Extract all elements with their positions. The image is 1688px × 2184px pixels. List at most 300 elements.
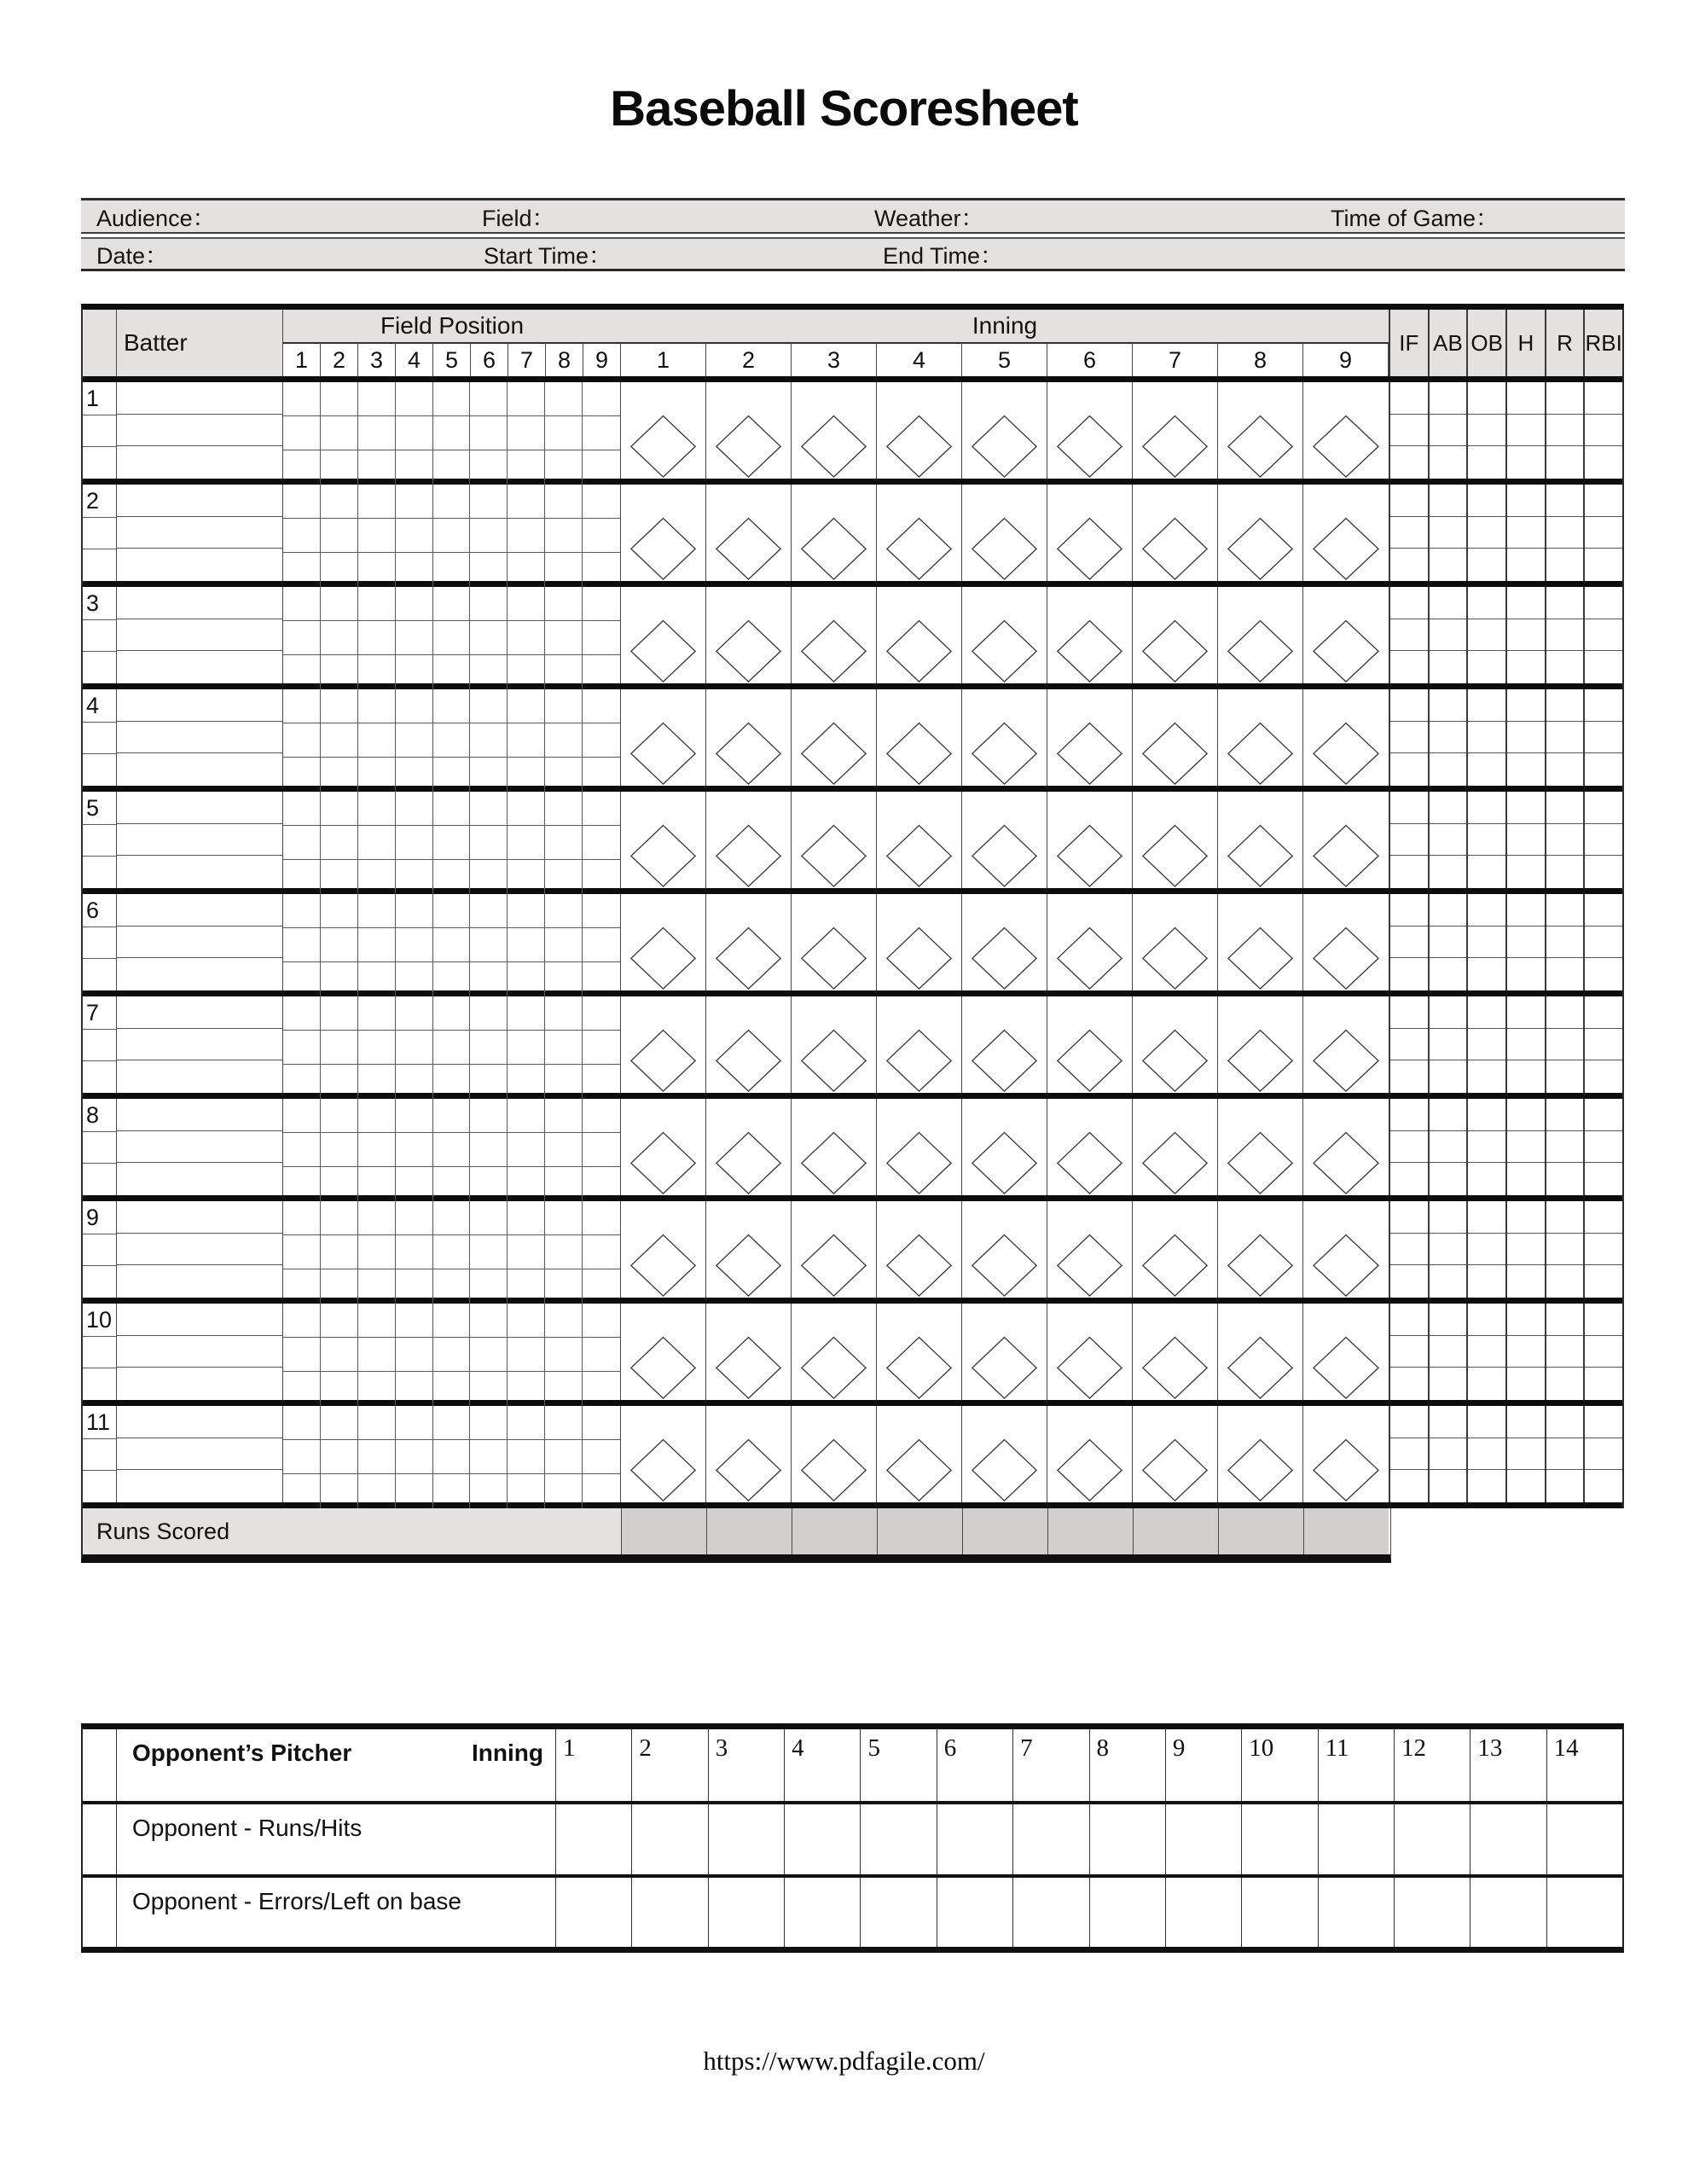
stat-cell[interactable] [1585,996,1622,1029]
stat-cell[interactable] [1585,926,1622,959]
opponent-data-cell[interactable] [555,1804,631,1874]
field-position-cell[interactable] [583,1167,620,1201]
stat-cell[interactable] [1507,1201,1545,1234]
stat-cell[interactable] [1430,689,1467,722]
field-position-cell[interactable] [470,860,508,894]
stat-cell[interactable] [1546,926,1584,959]
stat-cell[interactable] [1430,1234,1467,1266]
field-position-cell[interactable] [583,1406,620,1440]
field-position-cell[interactable] [358,655,396,689]
inning-scoring-cell[interactable] [1047,485,1133,581]
batter-name-cell[interactable] [117,517,282,549]
stat-cell[interactable] [1507,792,1545,824]
batter-name-cell[interactable] [117,1201,282,1234]
stat-cell[interactable] [1468,722,1505,754]
field-position-cell[interactable] [433,1031,471,1065]
field-position-cell[interactable] [396,382,433,416]
opponent-data-cell[interactable] [555,1878,631,1947]
stat-cell[interactable] [1546,1163,1584,1195]
inning-scoring-cell[interactable] [1218,1099,1303,1195]
stat-cell[interactable] [1468,1368,1505,1400]
field-position-cell[interactable] [358,587,396,621]
field-position-cell[interactable] [470,1167,508,1201]
field-position-cell[interactable] [545,1167,583,1201]
field-position-cell[interactable] [508,655,545,689]
field-position-cell[interactable] [583,1133,620,1167]
inning-scoring-cell[interactable] [877,894,962,990]
stat-cell[interactable] [1468,1201,1505,1234]
field-position-cell[interactable] [358,928,396,962]
stat-cell[interactable] [1430,1368,1467,1400]
field-position-cell[interactable] [433,587,471,621]
field-position-cell[interactable] [545,1065,583,1099]
field-position-cell[interactable] [283,382,321,416]
field-position-cell[interactable] [508,792,545,826]
field-position-cell[interactable] [283,792,321,826]
stat-cell[interactable] [1430,651,1467,683]
field-position-cell[interactable] [433,655,471,689]
stat-cell[interactable] [1546,415,1584,447]
stat-cell[interactable] [1546,382,1584,415]
field-position-cell[interactable] [321,1372,358,1406]
stat-cell[interactable] [1468,958,1505,990]
stat-cell[interactable] [1546,1336,1584,1368]
inning-scoring-cell[interactable] [706,587,792,683]
stat-cell[interactable] [1468,689,1505,722]
stat-cell[interactable] [1585,1265,1622,1298]
field-position-cell[interactable] [545,792,583,826]
inning-scoring-cell[interactable] [1047,1201,1133,1298]
inning-scoring-cell[interactable] [1218,1201,1303,1298]
field-position-cell[interactable] [321,723,358,758]
field-position-cell[interactable] [358,1338,396,1372]
stat-cell[interactable] [1468,446,1505,479]
stat-cell[interactable] [1585,722,1622,754]
field-position-cell[interactable] [508,382,545,416]
stat-cell[interactable] [1585,1131,1622,1164]
stat-cell[interactable] [1430,1201,1467,1234]
field-position-cell[interactable] [583,1474,620,1508]
stat-cell[interactable] [1430,382,1467,415]
stat-cell[interactable] [1430,446,1467,479]
stat-cell[interactable] [1507,549,1545,581]
stat-cell[interactable] [1390,894,1428,926]
inning-scoring-cell[interactable] [1133,792,1218,888]
stat-cell[interactable] [1585,792,1622,824]
field-position-cell[interactable] [470,485,508,519]
batter-name-cell[interactable] [117,1470,282,1502]
stat-cell[interactable] [1546,1099,1584,1131]
field-position-cell[interactable] [508,996,545,1031]
stat-cell[interactable] [1507,446,1545,479]
field-position-cell[interactable] [545,894,583,928]
stat-cell[interactable] [1546,1131,1584,1164]
stat-cell[interactable] [1546,722,1584,754]
batter-name-cell[interactable] [117,415,282,447]
stat-cell[interactable] [1546,549,1584,581]
field-position-cell[interactable] [321,655,358,689]
field-position-cell[interactable] [470,1474,508,1508]
stat-cell[interactable] [1468,856,1505,888]
field-position-cell[interactable] [433,860,471,894]
field-position-cell[interactable] [396,1304,433,1338]
field-position-cell[interactable] [358,1304,396,1338]
field-position-cell[interactable] [508,519,545,553]
stat-cell[interactable] [1390,824,1428,857]
stat-cell[interactable] [1468,1060,1505,1093]
stat-cell[interactable] [1390,587,1428,619]
field-position-cell[interactable] [545,1474,583,1508]
field-position-cell[interactable] [321,1201,358,1235]
footer-url[interactable]: https://www.pdfagile.com/ [703,2046,985,2076]
field-position-cell[interactable] [283,1167,321,1201]
field-position-cell[interactable] [396,1338,433,1372]
field-position-cell[interactable] [396,860,433,894]
field-position-cell[interactable] [545,1406,583,1440]
inning-scoring-cell[interactable] [621,792,706,888]
field-position-cell[interactable] [583,1440,620,1474]
field-position-cell[interactable] [583,416,620,450]
field-position-cell[interactable] [470,450,508,485]
stat-cell[interactable] [1507,1336,1545,1368]
field-position-cell[interactable] [321,587,358,621]
field-position-cell[interactable] [321,485,358,519]
field-position-cell[interactable] [470,1338,508,1372]
stat-cell[interactable] [1468,1234,1505,1266]
runs-scored-cell[interactable] [792,1508,877,1554]
field-position-cell[interactable] [508,1133,545,1167]
batter-name-cell[interactable] [117,1060,282,1093]
stat-cell[interactable] [1585,619,1622,652]
field-position-cell[interactable] [396,758,433,792]
field-position-cell[interactable] [433,723,471,758]
batter-name-cell[interactable] [117,792,282,824]
stat-cell[interactable] [1390,1029,1428,1061]
field-position-cell[interactable] [470,723,508,758]
opponent-data-cell[interactable] [1546,1878,1622,1947]
field-position-cell[interactable] [358,519,396,553]
stat-cell[interactable] [1546,1265,1584,1298]
field-position-cell[interactable] [283,587,321,621]
field-position-cell[interactable] [358,382,396,416]
batter-name-cell[interactable] [117,1131,282,1164]
field-position-cell[interactable] [358,1440,396,1474]
field-position-cell[interactable] [470,1406,508,1440]
stat-cell[interactable] [1430,415,1467,447]
field-position-cell[interactable] [321,1474,358,1508]
field-position-cell[interactable] [321,1065,358,1099]
stat-cell[interactable] [1507,1099,1545,1131]
runs-scored-cell[interactable] [621,1508,706,1554]
field-position-cell[interactable] [545,519,583,553]
stat-cell[interactable] [1507,958,1545,990]
field-position-cell[interactable] [358,416,396,450]
batter-name-cell[interactable] [117,1099,282,1131]
field-position-cell[interactable] [470,1031,508,1065]
stat-cell[interactable] [1546,1406,1584,1438]
stat-cell[interactable] [1507,587,1545,619]
opponent-data-cell[interactable] [1241,1804,1317,1874]
field-position-cell[interactable] [545,1201,583,1235]
field-position-cell[interactable] [283,928,321,962]
stat-cell[interactable] [1546,651,1584,683]
stat-cell[interactable] [1468,651,1505,683]
stat-cell[interactable] [1546,1438,1584,1471]
field-position-cell[interactable] [470,758,508,792]
stat-cell[interactable] [1546,753,1584,786]
inning-scoring-cell[interactable] [877,1099,962,1195]
inning-scoring-cell[interactable] [621,894,706,990]
stat-cell[interactable] [1507,1234,1545,1266]
field-position-cell[interactable] [358,860,396,894]
field-position-cell[interactable] [545,416,583,450]
field-position-cell[interactable] [470,587,508,621]
stat-cell[interactable] [1468,792,1505,824]
inning-scoring-cell[interactable] [706,382,792,479]
stat-cell[interactable] [1585,894,1622,926]
stat-cell[interactable] [1430,856,1467,888]
stat-cell[interactable] [1430,587,1467,619]
inning-scoring-cell[interactable] [877,485,962,581]
field-position-cell[interactable] [321,1304,358,1338]
field-position-cell[interactable] [433,996,471,1031]
stat-cell[interactable] [1468,587,1505,619]
stat-cell[interactable] [1585,415,1622,447]
opponent-data-cell[interactable] [1318,1804,1394,1874]
field-position-cell[interactable] [396,792,433,826]
field-position-cell[interactable] [470,1235,508,1269]
field-position-cell[interactable] [283,485,321,519]
field-position-cell[interactable] [433,792,471,826]
field-position-cell[interactable] [396,655,433,689]
stat-cell[interactable] [1585,1406,1622,1438]
stat-cell[interactable] [1430,792,1467,824]
stat-cell[interactable] [1468,753,1505,786]
stat-cell[interactable] [1468,1304,1505,1336]
inning-scoring-cell[interactable] [877,587,962,683]
stat-cell[interactable] [1546,856,1584,888]
stat-cell[interactable] [1390,856,1428,888]
inning-scoring-cell[interactable] [1218,689,1303,786]
field-position-cell[interactable] [470,655,508,689]
stat-cell[interactable] [1546,446,1584,479]
stat-cell[interactable] [1585,1470,1622,1502]
inning-scoring-cell[interactable] [962,382,1047,479]
opponent-data-cell[interactable] [1394,1804,1470,1874]
stat-cell[interactable] [1390,1265,1428,1298]
stat-cell[interactable] [1430,1029,1467,1061]
field-position-cell[interactable] [396,1167,433,1201]
field-position-cell[interactable] [545,621,583,655]
inning-scoring-cell[interactable] [621,382,706,479]
opponent-data-cell[interactable] [784,1878,860,1947]
opponent-data-cell[interactable] [708,1804,784,1874]
field-position-cell[interactable] [470,894,508,928]
field-position-cell[interactable] [396,416,433,450]
stat-cell[interactable] [1507,753,1545,786]
inning-scoring-cell[interactable] [877,1201,962,1298]
field-position-cell[interactable] [583,621,620,655]
field-position-cell[interactable] [321,758,358,792]
field-position-cell[interactable] [283,996,321,1031]
field-position-cell[interactable] [583,1338,620,1372]
field-position-cell[interactable] [545,1099,583,1133]
stat-cell[interactable] [1507,1131,1545,1164]
stat-cell[interactable] [1507,485,1545,517]
stat-cell[interactable] [1390,1060,1428,1093]
batter-name-cell[interactable] [117,1438,282,1471]
inning-scoring-cell[interactable] [962,689,1047,786]
stat-cell[interactable] [1430,549,1467,581]
stat-cell[interactable] [1507,1060,1545,1093]
inning-scoring-cell[interactable] [962,1406,1047,1502]
field-position-cell[interactable] [283,860,321,894]
stat-cell[interactable] [1507,856,1545,888]
inning-scoring-cell[interactable] [962,996,1047,1093]
inning-scoring-cell[interactable] [1303,1201,1389,1298]
field-position-cell[interactable] [545,723,583,758]
field-position-cell[interactable] [470,1065,508,1099]
field-position-cell[interactable] [583,723,620,758]
stat-cell[interactable] [1585,587,1622,619]
stat-cell[interactable] [1546,958,1584,990]
field-position-cell[interactable] [470,1372,508,1406]
field-position-cell[interactable] [583,826,620,860]
inning-scoring-cell[interactable] [621,587,706,683]
stat-cell[interactable] [1507,1163,1545,1195]
inning-scoring-cell[interactable] [877,382,962,479]
stat-cell[interactable] [1390,1163,1428,1195]
field-position-cell[interactable] [321,894,358,928]
field-position-cell[interactable] [508,928,545,962]
stat-cell[interactable] [1390,996,1428,1029]
field-position-cell[interactable] [508,1099,545,1133]
stat-cell[interactable] [1430,926,1467,959]
inning-scoring-cell[interactable] [877,792,962,888]
batter-name-cell[interactable] [117,689,282,722]
field-position-cell[interactable] [583,655,620,689]
stat-cell[interactable] [1546,792,1584,824]
field-position-cell[interactable] [508,1474,545,1508]
batter-name-cell[interactable] [117,446,282,479]
field-position-cell[interactable] [470,996,508,1031]
stat-cell[interactable] [1546,824,1584,857]
field-position-cell[interactable] [545,928,583,962]
field-position-cell[interactable] [545,655,583,689]
stat-cell[interactable] [1430,1131,1467,1164]
field-position-cell[interactable] [283,1304,321,1338]
batter-name-cell[interactable] [117,958,282,990]
field-position-cell[interactable] [508,416,545,450]
inning-scoring-cell[interactable] [1218,894,1303,990]
batter-name-cell[interactable] [117,753,282,786]
stat-cell[interactable] [1430,1336,1467,1368]
runs-scored-cell[interactable] [1218,1508,1303,1554]
inning-scoring-cell[interactable] [962,894,1047,990]
batter-name-cell[interactable] [117,485,282,517]
field-position-cell[interactable] [321,996,358,1031]
field-position-cell[interactable] [470,621,508,655]
stat-cell[interactable] [1430,1304,1467,1336]
field-position-cell[interactable] [583,996,620,1031]
inning-scoring-cell[interactable] [621,996,706,1093]
field-position-cell[interactable] [283,1440,321,1474]
field-position-cell[interactable] [433,1338,471,1372]
inning-scoring-cell[interactable] [1133,587,1218,683]
field-position-cell[interactable] [283,1031,321,1065]
field-position-cell[interactable] [433,1440,471,1474]
field-position-cell[interactable] [545,1269,583,1304]
stat-cell[interactable] [1585,689,1622,722]
field-position-cell[interactable] [396,996,433,1031]
field-position-cell[interactable] [358,621,396,655]
inning-scoring-cell[interactable] [1133,1406,1218,1502]
field-position-cell[interactable] [508,1167,545,1201]
stat-cell[interactable] [1507,1406,1545,1438]
inning-scoring-cell[interactable] [706,792,792,888]
field-position-cell[interactable] [470,553,508,587]
stat-cell[interactable] [1507,894,1545,926]
field-position-cell[interactable] [583,1372,620,1406]
field-position-cell[interactable] [433,1065,471,1099]
field-position-cell[interactable] [358,1235,396,1269]
field-position-cell[interactable] [396,519,433,553]
field-position-cell[interactable] [358,1406,396,1440]
inning-scoring-cell[interactable] [1218,792,1303,888]
inning-scoring-cell[interactable] [1047,587,1133,683]
inning-scoring-cell[interactable] [1133,689,1218,786]
inning-scoring-cell[interactable] [621,1304,706,1400]
inning-scoring-cell[interactable] [792,792,877,888]
field-position-cell[interactable] [358,758,396,792]
field-position-cell[interactable] [321,621,358,655]
field-position-cell[interactable] [283,1372,321,1406]
inning-scoring-cell[interactable] [621,689,706,786]
stat-cell[interactable] [1507,1438,1545,1471]
stat-cell[interactable] [1585,549,1622,581]
stat-cell[interactable] [1430,894,1467,926]
stat-cell[interactable] [1468,1470,1505,1502]
field-position-cell[interactable] [396,1201,433,1235]
field-position-cell[interactable] [545,860,583,894]
field-position-cell[interactable] [508,860,545,894]
stat-cell[interactable] [1585,856,1622,888]
field-position-cell[interactable] [321,519,358,553]
stat-cell[interactable] [1390,1470,1428,1502]
field-position-cell[interactable] [321,553,358,587]
field-position-cell[interactable] [321,1031,358,1065]
field-position-cell[interactable] [470,826,508,860]
field-position-cell[interactable] [283,1269,321,1304]
inning-scoring-cell[interactable] [1303,485,1389,581]
inning-scoring-cell[interactable] [1303,382,1389,479]
stat-cell[interactable] [1507,1304,1545,1336]
field-position-cell[interactable] [583,485,620,519]
inning-scoring-cell[interactable] [1047,689,1133,786]
inning-scoring-cell[interactable] [792,996,877,1093]
opponent-data-cell[interactable] [1012,1878,1088,1947]
field-position-cell[interactable] [545,587,583,621]
field-position-cell[interactable] [433,485,471,519]
stat-cell[interactable] [1390,1099,1428,1131]
field-position-cell[interactable] [358,450,396,485]
field-position-cell[interactable] [583,382,620,416]
field-position-cell[interactable] [583,1304,620,1338]
inning-scoring-cell[interactable] [792,382,877,479]
field-position-cell[interactable] [508,1201,545,1235]
stat-cell[interactable] [1585,446,1622,479]
batter-name-cell[interactable] [117,1336,282,1368]
